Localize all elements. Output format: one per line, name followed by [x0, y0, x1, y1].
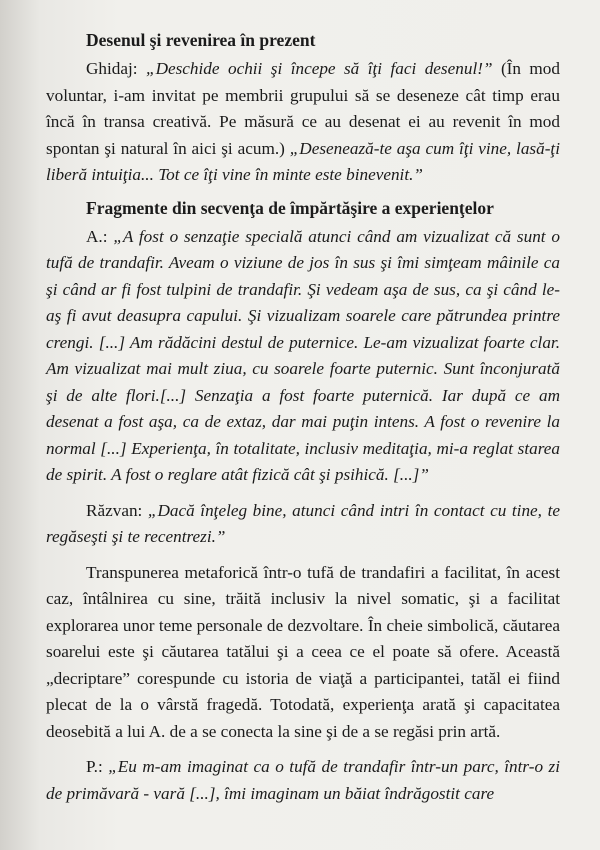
guidance-quote: „Desenează-te aşa cum îţi vine, lasă-ţi liberă intuiţia... Tot ce îţi vine în minte este binevenit.” [46, 138, 560, 184]
speaker-label: Răzvan: [86, 500, 148, 520]
paragraph-razvan [46, 498, 560, 551]
section-heading-drawing: Desenul şi revenirea în prezent [86, 30, 316, 50]
paragraph-commentary: Transpunerea metaforică într-o tufă de trandafiri a facilitat, în acest caz, întâlnirea cu sine, trăită inclusiv la nivel somatic, şi a facilitat explorarea unor teme personale de dezvoltare. În cheie simbolică, căutarea soarelui este şi căutarea tatălui şi a ceea ce el poate să ofere. Această „decriptare” corespunde cu istoria de viaţă a participantei, tatăl ei fiind plecat de la o vârstă fragedă. Totodată, experienţa arată şi capacitatea deosebită a lui A. de a se conecta la sine şi de a se regăsi prin artă. [46, 562, 560, 741]
paragraph-guidance [46, 56, 560, 189]
razvan-quote: „Dacă înţeleg bine, atunci când intri în contact cu tine, te regăseşti şi te recentrezi.” [46, 500, 560, 546]
speaker-label: Ghidaj: [86, 59, 147, 78]
text-body [46, 28, 560, 807]
guidance-quote: „Deschide ochii şi începe să îţi faci desenul!” [146, 59, 493, 78]
paragraph-participant-p [46, 754, 560, 807]
participant-quote: „Eu m-am imaginat ca o tufă de trandafir într-un parc, într-o zi de primăvară - vară [...], îmi imaginam un băiat îndrăgostit care [46, 757, 560, 803]
participant-quote: „A fost o senzaţie specială atunci când am vizualizat că sunt o tufă de trandafir. Aveam o viziune de jos în sus şi îmi simţeam mâinile ca şi când ar fi fost tulpini de trandafir. Şi vedeam aşa de sus, ca şi când le-aş fi avut deasupra capului. Şi vizualizam soarele care pătrundea printre crengi. [...] Am rădăcini destul de puternice. Le-am vizualizat foarte clar. Am vizualizat mai mult ziua, cu soarele foarte puternic. Sunt înconjurată şi de alte flori.[...] Senzaţia a fost foarte puternică. Iar după ce am desenat a fost aşa, ca de extaz, dar mai puţin intens. A fost o revenire la normal [...] Experienţa, în totalitate, inclusiv meditaţia, mi-a reglat starea de spirit. A fost o reglare atât fizică cât şi psihică. [...]” [46, 226, 561, 484]
speaker-label: P.: [86, 757, 109, 776]
paragraph-participant-a [46, 224, 560, 489]
section-heading-sharing: Fragmente din secvenţa de împărtăşire a experienţelor [86, 197, 494, 218]
guidance-narration: (În mod voluntar, i-am invitat pe membrii grupului să se deseneze cât timp erau încă în transa creativă. Pe măsură ce au desenat ei au revenit în mod spontan şi natural în aici şi acum.) [46, 59, 560, 158]
speaker-label: A.: [86, 226, 114, 246]
